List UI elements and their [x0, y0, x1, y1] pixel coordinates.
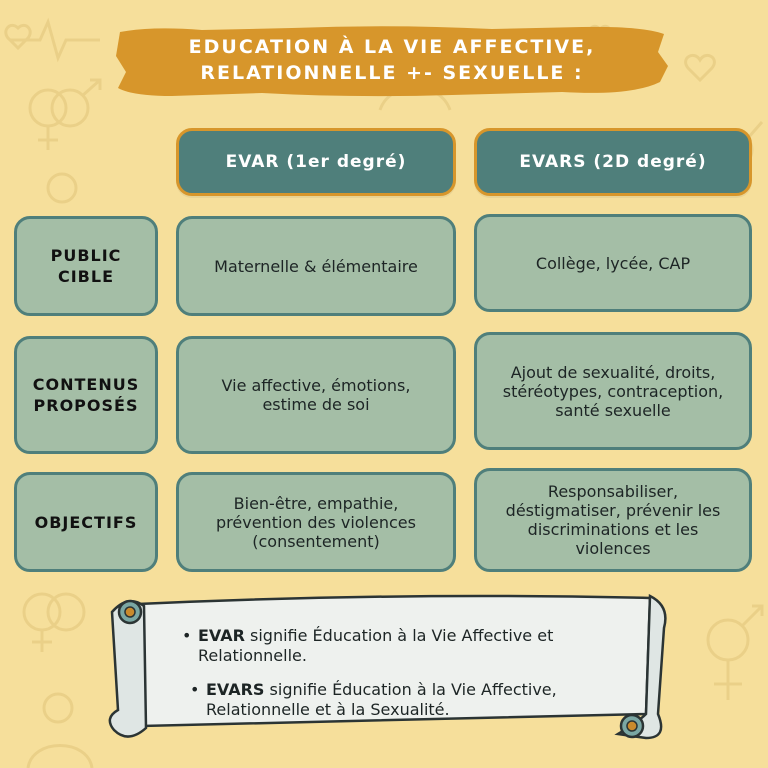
page-title: EDUCATION À LA VIE AFFECTIVE, RELATIONNELLE +- SEXUELLE :	[188, 36, 596, 84]
row-label-public-cible: PUBLIC CIBLE	[14, 216, 158, 316]
definition-evar: • EVAR signifie Éducation à la Vie Affective et Relationnelle.	[180, 626, 620, 666]
cell-evars-contenus: Ajout de sexualité, droits, stéréotypes, contraception, santé sexuelle	[474, 332, 752, 450]
column-header-evar: EVAR (1er degré)	[176, 128, 456, 196]
definitions-list	[180, 626, 620, 720]
column-header-evars: EVARS (2D degré)	[474, 128, 752, 196]
title-banner	[112, 22, 672, 100]
cell-evar-objectifs: Bien-être, empathie, prévention des violences (consentement)	[176, 472, 456, 572]
cell-evars-public: Collège, lycée, CAP	[474, 214, 752, 312]
row-label-contenus: CONTENUS PROPOSÉS	[14, 336, 158, 454]
definitions-scroll	[98, 588, 674, 748]
row-label-objectifs: OBJECTIFS	[14, 472, 158, 572]
cell-evar-contenus: Vie affective, émotions, estime de soi	[176, 336, 456, 454]
definition-evars: • EVARS signifie Éducation à la Vie Affective, Relationnelle et à la Sexualité.	[188, 680, 620, 720]
cell-evar-public: Maternelle & élémentaire	[176, 216, 456, 316]
cell-evars-objectifs: Responsabiliser, déstigmatiser, prévenir les discriminations et les violences	[474, 468, 752, 572]
